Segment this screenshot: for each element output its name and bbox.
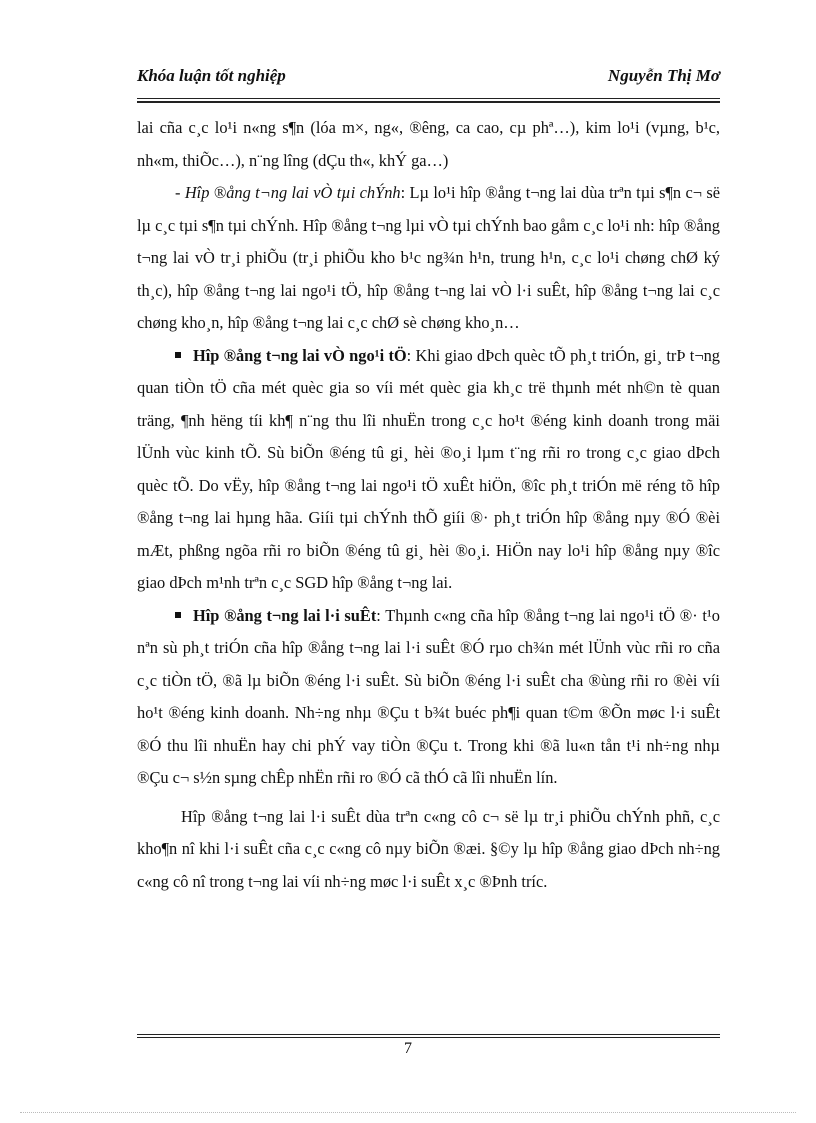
header-thesis-title: Khóa luận tốt nghiệp — [137, 66, 286, 85]
currency-futures-title: Hîp ®ång t¬ng lai vÒ ngo¹i tÖ — [193, 345, 407, 365]
header-rule-thin — [137, 98, 720, 99]
bullet-square-icon — [175, 612, 181, 618]
interest-rate-futures-text: : Thµnh c«ng cña hîp ®ång t¬ng lai ngo¹i tÖ ®· t¹o nªn sù ph¸t triÓn cña hîp ®ång t¬ng lai l·i suÊt ®Ó rµo ch¾n mét lÜnh vùc rñi ro cña c¸c tiÒn tÖ, ®ã lµ biÕn ®éng l·i suÊt. Sù biÕn ®éng l·i suÊt cha ®ùng rñi ro ®èi víi ho¹t ®éng kinh doanh. Nh÷ng nhµ ®Çu t b¾t buéc ph¶i quan t©m ®Õn møc l·i suÊt ®Ó thu lîi nhuËn hay chi phÝ vay tiÒn ®Çu t. Trong khi ®ã lu«n tån t¹i nh÷ng nhµ ®Çu c¬ s½n sµng chÊp nhËn rñi ro ®Ó cã thÓ cã lîi nhuËn lín. — [137, 605, 720, 787]
paragraph-interest-rate-futures — [137, 600, 720, 795]
page-number: 7 — [404, 1040, 412, 1057]
page-header — [137, 66, 720, 90]
paragraph-financial-futures — [137, 177, 720, 340]
footer-rule-bottom — [137, 1037, 720, 1038]
footer-rule-top — [137, 1034, 720, 1035]
header-rule-thick — [137, 101, 720, 103]
currency-futures-text: : Khi giao dÞch quèc tÕ ph¸t triÓn, gi¸ trÞ t¬ng quan tiÒn tÖ cña mét quèc gia so víi mét quèc gia kh¸c trë thµnh mét nh©n tè quan träng, ¶nh hëng tíi kh¶ n¨ng thu lîi nhuËn trong c¸c ho¹t ®éng kinh doanh trong mäi lÜnh vùc kinh tÕ. Sù biÕn ®éng tû gi¸ hèi ®o¸i lµm t¨ng rñi ro trong c¸c giao dÞch quèc tÕ. Do vËy, hîp ®ång t¬ng lai ngo¹i tÖ xuÊt hiÖn, ®îc ph¸t triÓn më réng tõ hîp ®ång t¬ng lai hµng hãa. Giíi tµi chÝnh thÕ giíi ®· ph¸t triÓn hîp ®ång nµy ®Ó ®èi mÆt, phßng ngõa rñi ro biÕn ®éng tû gi¸ hèi ®o¸i. HiÖn nay lo¹i hîp ®ång nµy ®îc giao dÞch m¹nh trªn c¸c SGD hîp ®ång t¬ng lai. — [137, 345, 720, 592]
paragraph-currency-futures — [137, 340, 720, 600]
paragraph-commodities-list: lai cña c¸c lo¹i n«ng s¶n (lóa m×, ng«, ®êng, ca cao, cµ phª…), kim lo¹i (vµng, b¹c, nh«m, thiÕc…), n¨ng lîng (dÇu th«, khÝ ga…) — [137, 118, 720, 170]
financial-futures-lead: - Hîp ®ång t¬ng lai vÒ tµi chÝnh — [175, 183, 401, 202]
bullet-square-icon — [175, 352, 181, 358]
financial-futures-text: : Lµ lo¹i hîp ®ång t¬ng lai dùa trªn tµi s¶n c¬ së lµ c¸c tµi s¶n tµi chÝnh. Hîp ®ång t¬ng lµi vÒ tµi chÝnh bao gåm c¸c lo¹i nh: hîp ®ång t¬ng lai vÒ tr¸i phiÕu (tr¸i phiÕu kho b¹c ng¾n h¹n, trung h¹n, c¸c lo¹i chøng chØ ký th¸c), hîp ®ång t¬ng lai ngo¹i tÖ, hîp ®ång t¬ng lai vÒ l·i suÊt, hîp ®ång t¬ng lai c¸c chøng kho¸n, hîp ®ång t¬ng lai c¸c chØ sè chøng kho¸n… — [137, 183, 720, 332]
paragraph-interest-rate-definition: Hîp ®ång t¬ng lai l·i suÊt dùa trªn c«ng cô c¬ së lµ tr¸i phiÕu chÝnh phñ, c¸c kho¶n nî khi l·i suÊt cña c¸c c«ng cô nµy biÕn ®æi. §©y lµ hîp ®ång giao dÞch nh÷ng c«ng cô nî trong t¬ng lai víi nh÷ng møc l·i suÊt x¸c ®Þnh tríc. — [137, 806, 720, 891]
page-edge-divider — [20, 1112, 796, 1113]
interest-rate-futures-title: Hîp ®ång t¬ng lai l·i suÊt — [193, 605, 377, 625]
header-author-name: Nguyễn Thị Mơ — [607, 66, 720, 85]
body-text — [137, 112, 720, 898]
